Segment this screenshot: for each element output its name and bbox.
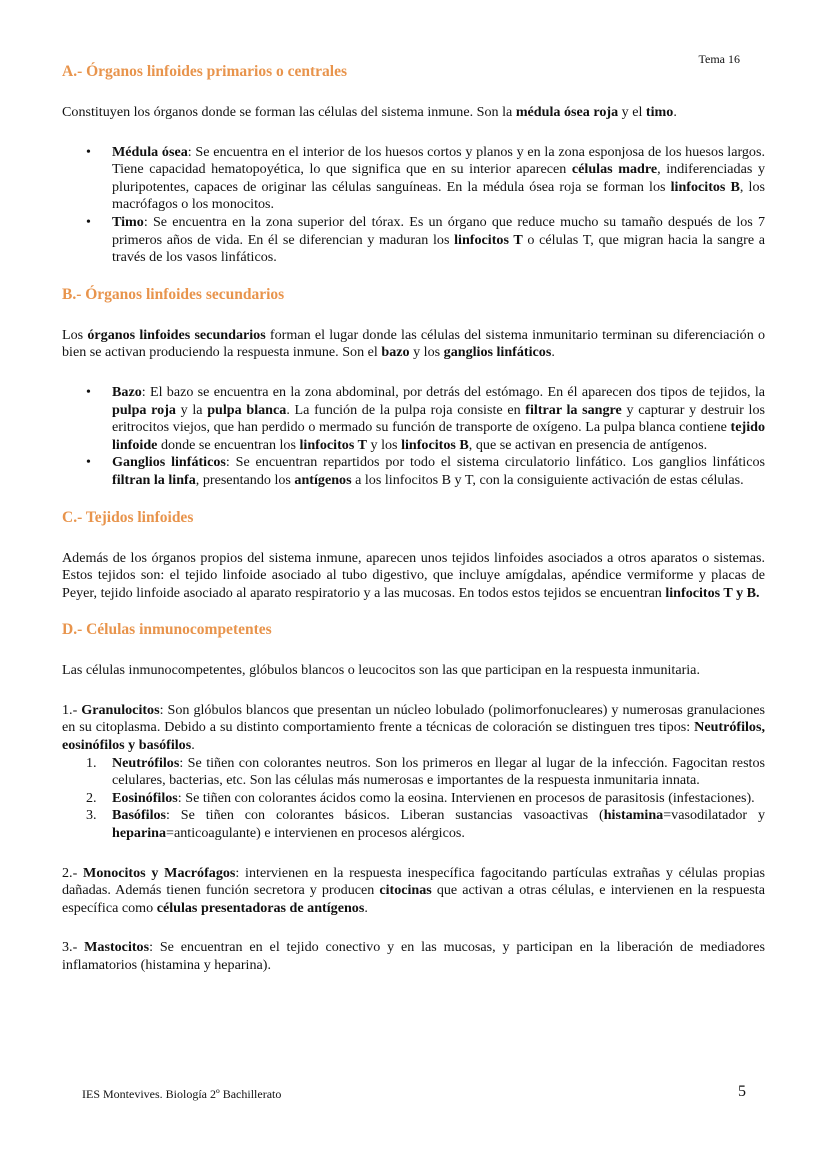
bold-term: bazo	[381, 344, 410, 361]
bold-term: filtrar la sangre	[525, 401, 622, 418]
text-run: Las células inmunocompetentes, glóbulos blancos o leucocitos son las que participan en la respuesta inmunitaria.	[62, 662, 700, 679]
page-header-topic: Tema 16	[698, 52, 740, 66]
text-run: que activan a otras células, e intervienen en la respuesta específica como	[62, 882, 765, 916]
heading-section-d: D.- Células inmunocompetentes	[62, 621, 272, 639]
bold-term: timo	[645, 104, 674, 120]
bold-term: linfocitos B	[670, 178, 740, 195]
text-run: Constituyen los órganos donde se forman las células del sistema inmune. Son la	[62, 104, 516, 120]
list-item-text	[112, 790, 755, 806]
bold-term: tejido linfoide	[112, 419, 765, 453]
bold-term: médula ósea roja	[515, 104, 619, 120]
footer-page-number: 5	[738, 1083, 746, 1100]
text-run: 3.-	[62, 939, 85, 956]
list-item-bazo	[112, 384, 765, 454]
text-run: , presentando los	[195, 471, 295, 488]
text-run: , que se activan en presencia de antígenos.	[468, 436, 708, 453]
list-b-organs	[62, 384, 765, 490]
bold-term: linfocitos B	[401, 436, 469, 453]
text-run: : Se encuentran en el tejido conectivo y en las mucosas, y participan en la liberación de mediadores inflamatorios (histamina y heparina).	[62, 939, 765, 973]
text-run: : El bazo se encuentra en la zona abdominal, por detrás del estómago. En él aparecen dos tipos de tejidos, la	[141, 383, 765, 400]
bold-term: células madre	[571, 161, 658, 178]
bold-term: Timo	[112, 213, 144, 230]
text-run: : Se tiñen con colorantes ácidos como la eosina. Intervienen en procesos de parasitosis (infestaciones).	[177, 789, 755, 806]
text-run: : Son glóbulos blancos que presentan un núcleo lobulado (polimorfonucleares) y numerosas granulaciones en su citoplasma. Debido a su distinto comportamiento frente a técnicas de coloración se distinguen tres tipos:	[62, 701, 765, 736]
bold-term: pulpa blanca	[207, 401, 287, 418]
bold-term: Mastocitos	[84, 939, 150, 956]
text-run: . La función de la pulpa roja consiste en	[286, 401, 526, 418]
heading-section-b: B.- Órganos linfoides secundarios	[62, 285, 285, 303]
text-run: y los	[366, 436, 402, 453]
list-item-ganglios	[112, 454, 765, 489]
bold-term: Ganglios linfáticos	[112, 454, 226, 471]
list-a-organs	[62, 144, 765, 267]
list-item-eosinofilos	[86, 789, 765, 808]
bold-term: órganos linfoides secundarios	[87, 326, 266, 343]
text-run: : Se encuentra en la zona superior del tórax. Es un órgano que reduce mucho su tamaño después de los 7 primeros años de vida. En él se diferencian y maduran los	[112, 213, 765, 248]
text-run: =vasodilatador y	[663, 807, 765, 824]
text-run: y el	[618, 104, 646, 120]
text-run: .	[191, 737, 195, 754]
heading-section-c: C.- Tejidos linfoides	[62, 508, 194, 526]
bold-term: Neutrófilos	[112, 754, 180, 771]
text-run: , indiferenciadas y pluripotentes, capaces de originar las células sanguíneas. En la médula ósea roja se forman los	[112, 161, 765, 195]
paragraph-monocitos	[62, 865, 765, 918]
text-run: : Se encuentra en el interior de los huesos cortos y planos y en la zona esponjosa de los huesos largos. Tiene capacidad hematopoyética, lo que significa que en su interior aparecen	[112, 143, 765, 178]
bold-term: Monocitos y Macrófagos	[83, 864, 236, 881]
bold-term: Granulocitos	[81, 701, 160, 718]
list-item-text	[112, 755, 765, 789]
bold-term: heparina	[112, 825, 167, 842]
heading-section-a: A.- Órganos linfoides primarios o centrales	[62, 63, 348, 80]
text-run: y los	[409, 344, 444, 361]
bold-term: Basófilos	[112, 807, 167, 824]
text-run: forman el lugar donde las células del sistema inmunitario terminan su diferenciación o bien se activan produciendo la respuesta inmune. Son el	[62, 326, 766, 361]
list-number: 1.	[86, 754, 97, 771]
list-number: 2.	[86, 789, 97, 806]
bold-term: Bazo	[112, 383, 142, 400]
text-run: : Se tiñen con colorantes neutros. Son los primeros en llegar al lugar de la infección. Fagocitan restos celulares, bacterias, etc. Son las células más numerosas e importantes de la respuesta inmunitaria innata.	[112, 754, 765, 789]
bold-term: antígenos	[294, 471, 352, 488]
text-run: y la	[175, 401, 208, 418]
bold-term: histamina	[603, 807, 664, 824]
list-item-text	[112, 807, 765, 841]
document-body	[62, 62, 765, 975]
text-run: .	[551, 344, 555, 361]
list-item-timo	[112, 214, 765, 267]
text-run: o células T, que migran hacia la sangre a través de los vasos linfáticos.	[112, 231, 765, 266]
list-item-basofilos	[86, 807, 765, 842]
list-granulocitos	[62, 755, 765, 843]
text-run: , los macrófagos o los monocitos.	[112, 178, 765, 213]
text-run: Los	[62, 326, 88, 343]
paragraph-a-intro	[62, 104, 765, 122]
text-run: donde se encuentran los	[157, 436, 300, 453]
paragraph-mastocitos	[62, 939, 765, 974]
text-run: a los linfocitos B y T, con la consiguiente activación de estas células.	[351, 471, 744, 488]
bold-term: filtran la linfa	[112, 471, 196, 488]
bold-term: Médula ósea	[112, 143, 188, 160]
bold-term: linfocitos T	[454, 231, 523, 248]
text-run: 2.-	[62, 864, 84, 881]
bold-term: pulpa roja	[112, 401, 176, 418]
text-run: : Se encuentran repartidos por todo el sistema circulatorio linfático. Los ganglios linfáticos	[225, 454, 765, 471]
bold-term: linfocitos T	[299, 436, 367, 453]
text-run: 1.-	[62, 701, 82, 718]
paragraph-d-intro	[62, 662, 765, 680]
list-item-medula-osea	[112, 144, 765, 214]
footer-school: IES Montevives. Biología 2º Bachillerato	[82, 1087, 282, 1101]
list-number: 3.	[86, 807, 97, 824]
text-run: : Se tiñen con colorantes básicos. Liberan sustancias vasoactivas (	[166, 807, 604, 824]
paragraph-b-intro	[62, 327, 765, 362]
bold-term: ganglios linfáticos	[443, 344, 552, 361]
text-run: : intervienen en la respuesta inespecífica fagocitando partículas extrañas y células propias dañadas. Además tienen función secretora y producen	[62, 864, 765, 899]
paragraph-c-intro	[62, 550, 765, 603]
text-run: .	[364, 899, 368, 916]
bold-term: Eosinófilos	[112, 789, 178, 806]
bold-term: linfocitos T y B.	[665, 584, 760, 601]
list-item-neutrofilos	[86, 754, 765, 790]
text-run: .	[673, 104, 677, 120]
text-run: Además de los órganos propios del sistema inmune, aparecen unos tejidos linfoides asociados a otros aparatos o sistemas. Estos tejidos son: el tejido linfoide asociado al tubo digestivo, que incluye amígdalas, apéndice vermiforme y placas de Peyer, tejido linfoide asociado al aparato respiratorio y a las mucosas. En todos estos tejidos se encuentran	[62, 549, 765, 601]
bold-term: células presentadoras de antígenos	[156, 899, 365, 916]
paragraph-granulocitos	[62, 702, 765, 755]
text-run: y capturar y destruir los eritrocitos viejos, que han perdido o mermado su función de transporte de oxígeno. La pulpa blanca contiene	[112, 401, 765, 436]
text-run: =anticoagulante) e intervienen en procesos alérgicos.	[166, 825, 465, 842]
bold-term: citocinas	[379, 882, 432, 899]
bold-term: Neutrófilos, eosinófilos y basófilos	[62, 719, 765, 754]
